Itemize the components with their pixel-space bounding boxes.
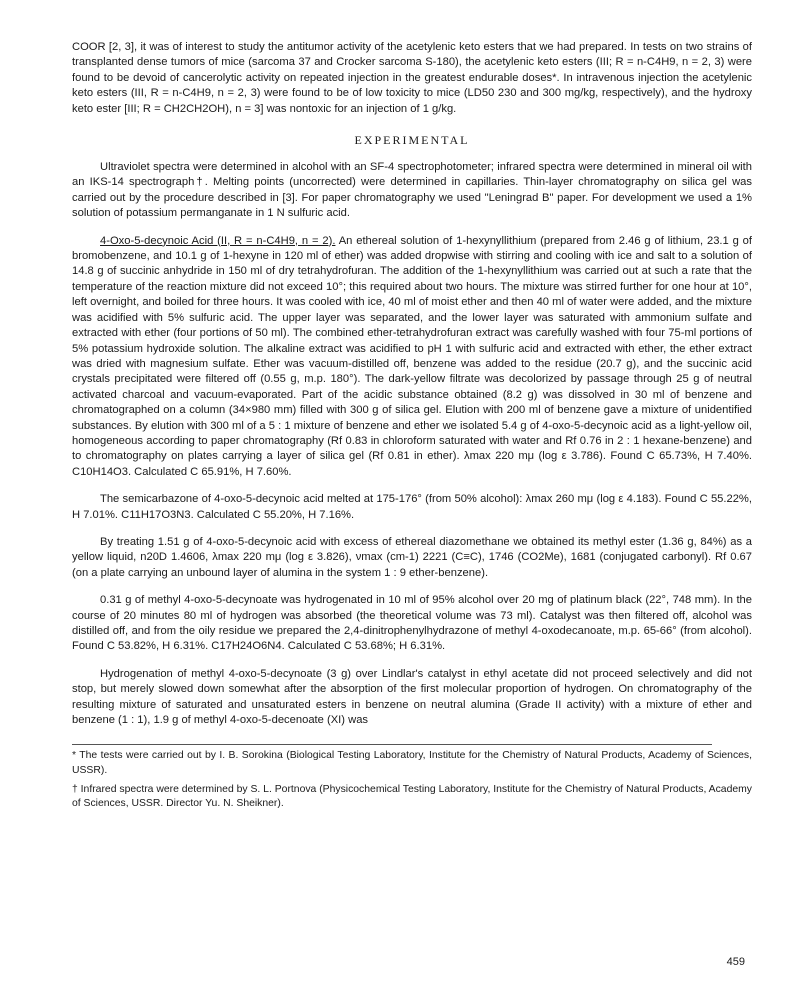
- footnote-dagger: † Infrared spectra were determined by S. L. Portnova (Physicochemical Testing Laboratory, Institute for the Chemistry of Natural Products, Academy of Sciences, USSR. Director Yu. N. Sheikner).: [72, 783, 752, 810]
- acid-subheading: 4-Oxo-5-decynoic Acid (II, R = n-C4H9, n = 2).: [100, 234, 336, 247]
- acid-procedure-text: An ethereal solution of 1-hexynyllithium (prepared from 2.46 g of lithium, 23.1 g of bromobenzene, and 10.1 g of 1-hexyne in 120 ml of ether) was added dropwise with stirring and cooling with ice and salt to a solution of 14.8 g of succinic anhydride in 150 ml of dry tetrahydrofuran. The addition of the 1-hexynyllithium was carried out at such a rate that the temperature of the reaction mixture did not exceed 10°; this required about two hours. The mixture was stirred further for one hour at 10°, left overnight, and boiled for three hours. It was cooled with ice, 40 ml of moist ether and then 40 ml of water were added, and the mixture was acidified with 5% sulfuric acid. The upper layer was separated, and the lower layer was saturated with ammonium sulfate and extracted with ether (four portions of 50 ml). The combined ether-tetrahydrofuran extract was carefully washed with four 75-ml portions of 5% potassium hydroxide solution. The alkaline extract was acidified to pH 1 with sulfuric acid and extracted with ether, the ether extract was dried with magnesium sulfate. Ether was vacuum-distilled off, benzene was added to the residue (20.7 g), and the succinic acid crystals precipitated were filtered off (0.55 g, m.p. 180°). The dark-yellow filtrate was decolorized by passage through 25 g of neutral activated charcoal and vacuum-evaporated. Part of the acidic substance obtained (8.2 g) was dissolved in 30 ml of benzene and chromatographed on a column (34×980 mm) filled with 300 g of silica gel. Elution with 200 ml of benzene gave a mixture of unidentified substances. By elution with 300 ml of a 5 : 1 mixture of benzene and ether we isolated 5.4 g of 4-oxo-5-decynoic acid as a light-yellow oil, homogeneous according to paper chromatography (Rf 0.83 in chloroform saturated with water and Rf 0.76 in 2 : 1 hexane-benzene) and to chromatography on plates carrying a layer of silica gel (Rf 0.81 in ether). λmax 220 mμ (log ε 3.786). Found C 65.73%, H 7.40%. C10H14O3. Calculated C 65.91%, H 7.60%.: [72, 234, 753, 478]
- footnote-divider: [72, 744, 712, 745]
- semicarbazone-paragraph: The semicarbazone of 4-oxo-5-decynoic acid melted at 175-176° (from 50% alcohol): λmax 260 mμ (log ε 4.183). Found C 55.22%, H 7.01%. C11H17O3N3. Calculated C 55.20%, H 7.16%.: [72, 493, 752, 521]
- intro-paragraph: COOR [2, 3], it was of interest to study the antitumor activity of the acetylenic keto esters that we had prepared. In tests on two strains of transplanted dense tumors of mice (sarcoma 37 and Crocker sarcoma S-180), the acetylenic keto esters (III; R = n-C4H9, n = 2, 3) were found to be devoid of cancerolytic activity on repeated injection in the greatest endurable doses*. In intravenous injection the acetylenic keto esters (III, R = n-C4H9, n = 2, 3) were found to be of low toxicity to mice (LD50 230 and 300 mg/kg, respectively), and the hydroxy keto ester [III; R = CH2CH2OH), n = 3] was nontoxic for an injection of 1 g/kg.: [72, 41, 752, 115]
- document-page: [72, 40, 752, 812]
- methyl-ester-paragraph: By treating 1.51 g of 4-oxo-5-decynoic acid with excess of ethereal diazomethane we obtained its methyl ester (1.36 g, 84%) as a yellow liquid, n20D 1.4606, λmax 220 mμ (log ε 3.826), νmax (cm-1) 2221 (C≡C), 1746 (CO2Me), 1681 (conjugated carbonyl). Rf 0.67 (on a plate carrying an unbound layer of alumina in the system 1 : 9 ether-benzene).: [72, 535, 752, 579]
- section-heading: EXPERIMENTAL: [354, 133, 470, 148]
- acid-paragraph: [72, 234, 752, 481]
- hydrogenation-paragraph: 0.31 g of methyl 4-oxo-5-decynoate was hydrogenated in 10 ml of 95% alcohol over 20 mg of platinum black (22°, 748 mm). In the course of 20 minutes 80 ml of hydrogen was absorbed (the theoretical volume was 73 ml). Catalyst was then filtered off, alcohol was distilled off, and from the oily residue we prepared the 2,4-dinitrophenylhydrazone of methyl 4-oxodecanoate, m.p. 65-66° (from alcohol). Found C 53.82%, H 6.31%. C17H24O6N4. Calculated C 53.68%; H 6.31%.: [72, 594, 752, 653]
- footnote-star: * The tests were carried out by I. B. Sorokina (Biological Testing Laboratory, Institute for the Chemistry of Natural Products, Academy of Sciences, USSR).: [72, 750, 752, 777]
- page-number: 459: [726, 956, 745, 968]
- lindlar-paragraph: Hydrogenation of methyl 4-oxo-5-decynoate (3 g) over Lindlar's catalyst in ethyl acetate did not proceed selectively and did not stop, but merely slowed down somewhat after the absorption of the first molecular proportion of hydrogen. On chromatography of the resulting mixture of saturated and unsaturated esters in benzene on neutral alumina (Grade II activity) with a mixture of ether and benzene (1 : 1), 1.9 g of methyl 4-oxo-5-decenoate (XI) was: [72, 667, 752, 727]
- methods-paragraph: Ultraviolet spectra were determined in alcohol with an SF-4 spectrophotometer; infrared spectra were determined in mineral oil with an IKS-14 spectrograph†. Melting points (uncorrected) were determined in capillaries. Thin-layer chromatography on silica gel was carried out by the procedure described in [3]. For paper chromatography we used "Leningrad B" paper. For development we used a 1% solution of potassium permanganate in 1 N sulfuric acid.: [72, 161, 752, 220]
